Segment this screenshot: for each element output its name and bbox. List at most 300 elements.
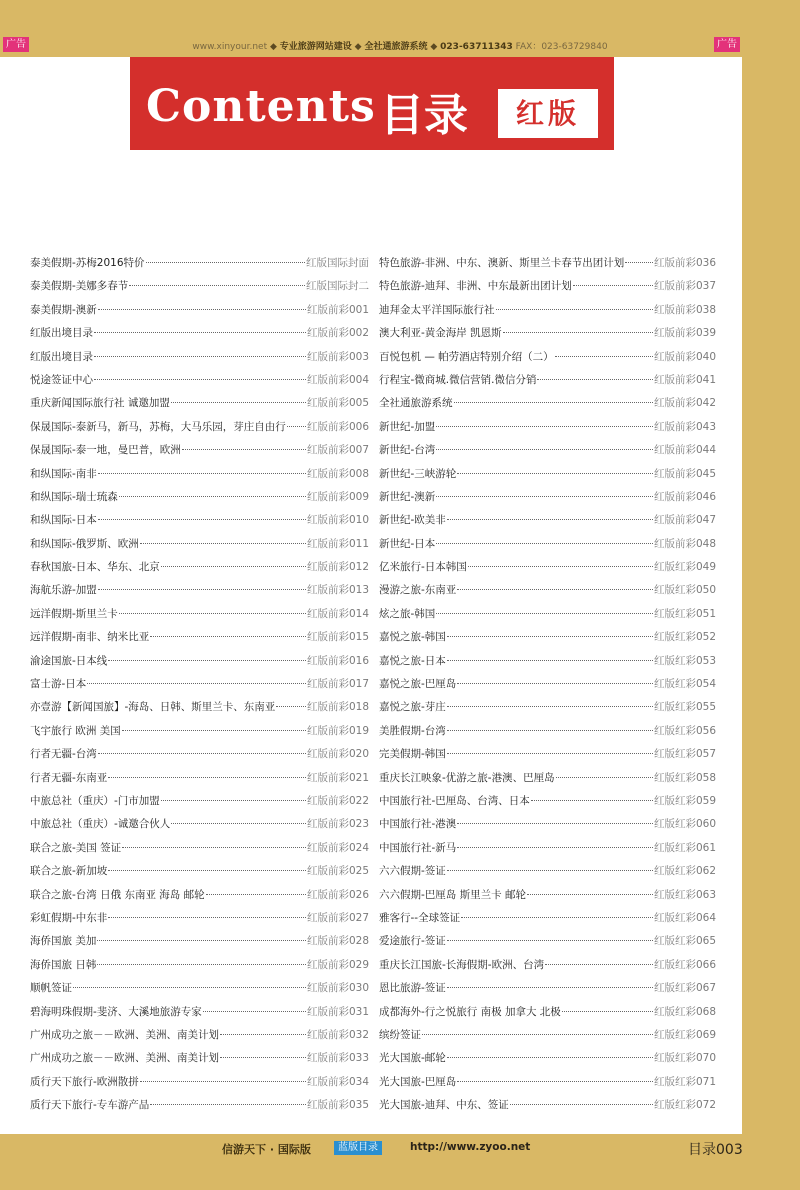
toc-entry-title: 新世纪-日本 xyxy=(379,537,436,550)
toc-entry-title: 缤纷签证 xyxy=(379,1028,421,1041)
toc-leader-dots xyxy=(457,473,653,474)
toc-entry-page: 红版前彩028 xyxy=(306,935,369,948)
toc-entry-page: 红版前彩045 xyxy=(653,467,716,480)
toc-entry[interactable] xyxy=(379,395,716,418)
toc-entry[interactable] xyxy=(379,1074,716,1097)
toc-entry-page: 红版前彩025 xyxy=(306,865,369,878)
toc-entry[interactable] xyxy=(30,676,369,699)
title-cn: 目录 xyxy=(380,90,468,141)
toc-entry-title: 悦途签证中心 xyxy=(30,373,93,386)
toc-entry-page: 红版红彩069 xyxy=(653,1028,716,1041)
toc-leader-dots xyxy=(119,496,306,497)
toc-leader-dots xyxy=(527,894,653,895)
toc-entry-title: 全社通旅游系统 xyxy=(379,397,453,410)
toc-entry[interactable] xyxy=(379,512,716,535)
toc-entry-page: 红版前彩008 xyxy=(306,467,369,480)
toc-entry[interactable] xyxy=(379,419,716,442)
toc-entry-title: 炫之旅-韩国 xyxy=(379,607,436,620)
toc-entry-page: 红版红彩063 xyxy=(653,888,716,901)
toc-entry-title: 远洋假期-斯里兰卡 xyxy=(30,607,118,620)
toc-entry[interactable] xyxy=(30,793,369,816)
toc-column-right xyxy=(379,255,716,1120)
toc-entry-page: 红版前彩001 xyxy=(306,303,369,316)
toc-entry[interactable] xyxy=(30,770,369,793)
toc-entry[interactable] xyxy=(30,840,369,863)
toc-entry-page: 红版前彩009 xyxy=(306,490,369,503)
toc-entry-title: 特色旅游-迪拜、非洲、中东最新出团计划 xyxy=(379,280,572,293)
toc-leader-dots xyxy=(94,379,306,380)
toc-leader-dots xyxy=(503,332,653,333)
toc-entry[interactable] xyxy=(30,746,369,769)
toc-entry-title: 嘉悦之旅-韩国 xyxy=(379,631,446,644)
toc-entry[interactable] xyxy=(379,723,716,746)
toc-entry-title: 红版出境目录 xyxy=(30,327,93,340)
toc-entry-title: 新世纪-三峡游轮 xyxy=(379,467,457,480)
toc-leader-dots xyxy=(496,309,653,310)
toc-entry-page: 红版前彩003 xyxy=(306,350,369,363)
toc-leader-dots xyxy=(220,1057,306,1058)
toc-entry[interactable] xyxy=(30,325,369,348)
toc-entry-title: 百悦包机 — 帕劳酒店特别介绍（二） xyxy=(379,350,554,363)
toc-entry[interactable] xyxy=(379,442,716,465)
toc-column-left xyxy=(30,255,369,1120)
toc-leader-dots xyxy=(447,870,653,871)
toc-leader-dots xyxy=(468,566,653,567)
toc-leader-dots xyxy=(97,940,306,941)
toc-leader-dots xyxy=(545,964,653,965)
toc-entry-page: 红版前彩024 xyxy=(306,841,369,854)
toc-entry[interactable] xyxy=(379,536,716,559)
toc-entry[interactable] xyxy=(379,910,716,933)
toc-entry-title: 光大国旅-迪拜、中东、签证 xyxy=(379,1099,509,1112)
toc-entry[interactable] xyxy=(30,1097,369,1120)
bullet-icon: ◆ xyxy=(430,42,438,52)
toc-leader-dots xyxy=(436,543,653,544)
toc-entry-title: 新世纪-台湾 xyxy=(379,444,436,457)
toc-leader-dots xyxy=(422,1034,653,1035)
toc-entry[interactable] xyxy=(30,395,369,418)
toc-entry[interactable] xyxy=(379,746,716,769)
toc-entry[interactable] xyxy=(379,629,716,652)
footer-url[interactable]: http://www.zyoo.net xyxy=(410,1141,531,1153)
toc-entry-title: 亿米旅行-日本韩国 xyxy=(379,561,467,574)
toc-entry-title: 和纵国际-日本 xyxy=(30,514,97,527)
toc-entry[interactable] xyxy=(30,559,369,582)
toc-leader-dots xyxy=(447,1057,653,1058)
toc-entry-page: 红版前彩014 xyxy=(306,607,369,620)
toc-entry[interactable] xyxy=(30,816,369,839)
toc-leader-dots xyxy=(510,1104,653,1105)
toc-entry[interactable] xyxy=(30,302,369,325)
toc-leader-dots xyxy=(447,660,653,661)
toc-entry[interactable] xyxy=(30,606,369,629)
toc-entry-title: 中国旅行社-新马 xyxy=(379,841,457,854)
toc-leader-dots xyxy=(555,356,653,357)
toc-entry-title: 六六假期-巴厘岛 斯里兰卡 邮轮 xyxy=(379,888,526,901)
toc-leader-dots xyxy=(447,706,653,707)
toc-leader-dots xyxy=(146,262,305,263)
toc-entry-title: 新世纪-欧美非 xyxy=(379,514,446,527)
bullet-icon: ◆ xyxy=(269,42,277,52)
toc-entry-title: 亦壹游【新闻国旅】-海岛、日韩、斯里兰卡、东南亚 xyxy=(30,701,276,714)
toc-entry-title: 红版出境目录 xyxy=(30,350,93,363)
toc-entry-title: 富士游-日本 xyxy=(30,678,87,691)
toc-entry-page: 红版红彩067 xyxy=(653,982,716,995)
page-number: 目录003 xyxy=(688,1142,743,1158)
toc-leader-dots xyxy=(94,332,306,333)
toc-entry[interactable] xyxy=(30,723,369,746)
toc-entry[interactable] xyxy=(30,910,369,933)
toc-entry[interactable] xyxy=(30,1027,369,1050)
toc-entry-title: 质行天下旅行-专车游产品 xyxy=(30,1099,150,1112)
toc-entry-title: 迪拜金太平洋国际旅行社 xyxy=(379,303,495,316)
toc-entry[interactable] xyxy=(379,489,716,512)
toc-entry[interactable] xyxy=(379,372,716,395)
toc-leader-dots xyxy=(98,589,306,590)
toc-leader-dots xyxy=(287,426,306,427)
toc-entry-page: 红版前彩036 xyxy=(653,257,716,269)
toc-leader-dots xyxy=(87,683,306,684)
toc-entry-title: 光大国旅-邮轮 xyxy=(379,1052,446,1065)
toc-leader-dots xyxy=(573,285,653,286)
toc-entry[interactable] xyxy=(30,1074,369,1097)
toc-entry-title: 泰美假期-澳新 xyxy=(30,303,97,316)
toc-entry-page: 红版红彩062 xyxy=(653,865,716,878)
toc-entry[interactable] xyxy=(30,466,369,489)
toc-leader-dots xyxy=(94,356,306,357)
toc-leader-dots xyxy=(122,730,306,731)
toc-entry[interactable] xyxy=(30,699,369,722)
toc-entry-title: 完美假期-韩国 xyxy=(379,748,446,761)
toc-entry[interactable] xyxy=(379,582,716,605)
toc-leader-dots xyxy=(457,847,653,848)
header-website[interactable]: www.xinyour.net xyxy=(192,42,268,52)
toc-entry-title: 联合之旅-台湾 日俄 东南亚 海岛 邮轮 xyxy=(30,888,205,901)
toc-entry-page: 红版前彩005 xyxy=(306,397,369,410)
toc-entry-title: 春秋国旅-日本、华东、北京 xyxy=(30,561,160,574)
toc-entry[interactable] xyxy=(379,793,716,816)
toc-entry-page: 红版前彩019 xyxy=(306,724,369,737)
toc-leader-dots xyxy=(119,613,306,614)
toc-entry[interactable] xyxy=(379,699,716,722)
toc-entry[interactable] xyxy=(30,582,369,605)
toc-entry-page: 红版前彩010 xyxy=(306,514,369,527)
toc-entry-title: 顺帆签证 xyxy=(30,982,72,995)
toc-entry[interactable] xyxy=(379,302,716,325)
footer-slogan: 信游天下 · 国际版 xyxy=(222,1143,311,1156)
toc-leader-dots xyxy=(625,262,653,263)
toc-leader-dots xyxy=(220,1034,306,1035)
toc-entry-title: 保晟国际-泰一地，曼巴普，欧洲 xyxy=(30,444,181,457)
toc-entry[interactable] xyxy=(379,957,716,980)
toc-entry[interactable] xyxy=(30,278,369,301)
toc-entry-title: 海侨国旅 日韩 xyxy=(30,958,97,971)
toc-entry-page: 红版红彩064 xyxy=(653,911,716,924)
toc-entry[interactable] xyxy=(379,255,716,278)
toc-leader-dots xyxy=(140,543,306,544)
toc-entry-title: 联合之旅-美国 签证 xyxy=(30,841,122,854)
toc-entry-page: 红版红彩072 xyxy=(653,1099,716,1112)
toc-entry-page: 红版前彩006 xyxy=(306,420,369,433)
toc-leader-dots xyxy=(562,1011,653,1012)
toc-entry[interactable] xyxy=(379,1097,716,1120)
toc-leader-dots xyxy=(447,636,653,637)
toc-entry[interactable] xyxy=(30,489,369,512)
toc-entry[interactable] xyxy=(379,770,716,793)
toc-entry[interactable] xyxy=(30,863,369,886)
toc-leader-dots xyxy=(454,402,653,403)
toc-leader-dots xyxy=(150,1104,306,1105)
toc-leader-dots xyxy=(171,402,306,403)
toc-entry-title: 澳大利亚-黄金海岸 凯恩斯 xyxy=(379,327,502,340)
toc-entry-page: 红版前彩022 xyxy=(306,794,369,807)
toc-entry[interactable] xyxy=(379,1050,716,1073)
toc-leader-dots xyxy=(122,847,306,848)
toc-entry[interactable] xyxy=(379,559,716,582)
toc-entry-page: 红版前彩039 xyxy=(653,327,716,340)
toc-entry-title: 嘉悦之旅-巴厘岛 xyxy=(379,678,457,691)
toc-entry[interactable] xyxy=(30,372,369,395)
toc-entry-title: 中国旅行社-巴厘岛、台湾、日本 xyxy=(379,794,530,807)
toc-entry-page: 红版前彩032 xyxy=(306,1028,369,1041)
toc-entry-title: 重庆长江映象-优游之旅-港澳、巴厘岛 xyxy=(379,771,555,784)
toc-entry[interactable] xyxy=(379,325,716,348)
toc-entry-page: 红版前彩002 xyxy=(306,327,369,340)
toc-entry-title: 爱途旅行-签证 xyxy=(379,935,446,948)
toc-entry[interactable] xyxy=(30,1050,369,1073)
toc-entry[interactable] xyxy=(379,863,716,886)
toc-entry-page: 红版红彩054 xyxy=(653,678,716,691)
toc-entry-title: 和纵国际-瑞士琉森 xyxy=(30,490,118,503)
toc-entry[interactable] xyxy=(30,629,369,652)
toc-entry-page: 红版国际封面 xyxy=(306,257,369,269)
toc-leader-dots xyxy=(447,753,653,754)
toc-leader-dots xyxy=(108,660,306,661)
toc-leader-dots xyxy=(436,613,653,614)
toc-entry-page: 红版前彩044 xyxy=(653,444,716,457)
toc-entry-title: 保晟国际-泰新马，新马，苏梅，大马乐园，芽庄自由行 xyxy=(30,420,286,433)
bullet-icon: ◆ xyxy=(354,42,362,52)
toc-entry[interactable] xyxy=(30,653,369,676)
toc-entry-page: 红版前彩027 xyxy=(306,911,369,924)
toc-entry-title: 联合之旅-新加坡 xyxy=(30,865,108,878)
toc-entry-title: 成都海外-行之悦旅行 南极 加拿大 北极 xyxy=(379,1005,561,1018)
toc-entry-page: 红版红彩052 xyxy=(653,631,716,644)
toc-entry[interactable] xyxy=(30,442,369,465)
toc-entry-title: 和纵国际-南非 xyxy=(30,467,97,480)
toc-leader-dots xyxy=(98,473,306,474)
toc-entry-page: 红版红彩068 xyxy=(653,1005,716,1018)
toc-entry-page: 红版前彩013 xyxy=(306,584,369,597)
toc-entry-page: 红版红彩055 xyxy=(653,701,716,714)
toc-entry-title: 雅客行--全球签证 xyxy=(379,911,461,924)
toc-entry[interactable] xyxy=(379,933,716,956)
toc-entry[interactable] xyxy=(379,840,716,863)
toc-leader-dots xyxy=(171,823,306,824)
toc-entry[interactable] xyxy=(379,653,716,676)
toc-entry[interactable] xyxy=(379,1027,716,1050)
toc-entry-title: 新世纪-加盟 xyxy=(379,420,436,433)
toc-entry-title: 新世纪-澳新 xyxy=(379,490,436,503)
toc-entry-title: 重庆新闻国际旅行社 诚邀加盟 xyxy=(30,397,170,410)
toc-entry-page: 红版前彩037 xyxy=(653,280,716,293)
toc-entry-page: 红版红彩070 xyxy=(653,1052,716,1065)
toc-entry-title: 行程宝-微商城.微信营销.微信分销 xyxy=(379,373,537,386)
toc-entry-page: 红版红彩060 xyxy=(653,818,716,831)
toc-entry-title: 远洋假期-南非、纳米比亚 xyxy=(30,631,150,644)
toc-entry-page: 红版红彩051 xyxy=(653,607,716,620)
right-band xyxy=(742,0,800,1190)
toc-entry-page: 红版前彩026 xyxy=(306,888,369,901)
toc-leader-dots xyxy=(108,777,306,778)
toc-entry-page: 红版前彩038 xyxy=(653,303,716,316)
toc-entry[interactable] xyxy=(30,512,369,535)
toc-leader-dots xyxy=(436,426,653,427)
toc-entry-page: 红版前彩041 xyxy=(653,373,716,386)
toc-leader-dots xyxy=(98,309,306,310)
toc-leader-dots xyxy=(108,870,306,871)
toc-leader-dots xyxy=(461,917,653,918)
toc-entry-page: 红版前彩016 xyxy=(306,654,369,667)
ad-tag-left: 广告 xyxy=(3,37,29,52)
toc-entry[interactable] xyxy=(30,536,369,559)
title-en: Contents xyxy=(146,81,376,132)
toc-entry[interactable] xyxy=(379,1004,716,1027)
toc-entry-title: 嘉悦之旅-芽庄 xyxy=(379,701,446,714)
toc-entry-page: 红版前彩031 xyxy=(306,1005,369,1018)
title-banner xyxy=(130,57,614,150)
footer-badge: 蓝版目录 xyxy=(334,1141,382,1155)
toc-entry[interactable] xyxy=(30,957,369,980)
toc-entry-page: 红版前彩021 xyxy=(306,771,369,784)
toc-entry-page: 红版前彩004 xyxy=(306,373,369,386)
toc-leader-dots xyxy=(161,566,306,567)
toc-entry-title: 广州成功之旅－－欧洲、美洲、南美计划 xyxy=(30,1028,219,1041)
edition-badge: 红版 xyxy=(498,89,598,138)
toc-entry-title: 中旅总社（重庆）-门市加盟 xyxy=(30,794,160,807)
toc-entry-title: 特色旅游-非洲、中东、澳新、斯里兰卡春节出团计划 xyxy=(379,257,625,269)
toc-entry-page: 红版前彩023 xyxy=(306,818,369,831)
toc-entry-title: 质行天下旅行-欧洲散拼 xyxy=(30,1075,139,1088)
toc-entry-page: 红版前彩011 xyxy=(306,537,369,550)
toc-entry-page: 红版前彩035 xyxy=(306,1099,369,1112)
toc-entry-title: 行者无疆-台湾 xyxy=(30,748,97,761)
toc-entry-page: 红版前彩033 xyxy=(306,1052,369,1065)
toc-entry-page: 红版红彩058 xyxy=(653,771,716,784)
toc-entry[interactable] xyxy=(379,278,716,301)
toc-entry[interactable] xyxy=(30,887,369,910)
header-service-web: 专业旅游网站建设 xyxy=(279,42,352,52)
toc-leader-dots xyxy=(182,449,306,450)
toc-entry[interactable] xyxy=(30,980,369,1003)
toc-entry[interactable] xyxy=(379,676,716,699)
toc-entry-page: 红版前彩034 xyxy=(306,1075,369,1088)
toc-entry-title: 美胜假期-台湾 xyxy=(379,724,446,737)
toc-entry-title: 恩比旅游-签证 xyxy=(379,982,446,995)
toc-entry-title: 中旅总社（重庆）-诚邀合伙人 xyxy=(30,818,171,831)
header-phone: 023-63711343 xyxy=(440,42,513,52)
toc-entry-title: 彩虹假期-中东非 xyxy=(30,911,108,924)
toc-leader-dots xyxy=(203,1011,306,1012)
header-fax: FAX：023-63729840 xyxy=(515,42,608,52)
toc-entry-page: 红版前彩042 xyxy=(653,397,716,410)
toc-entry-page: 红版前彩048 xyxy=(653,537,716,550)
toc-entry[interactable] xyxy=(30,349,369,372)
toc-leader-dots xyxy=(150,636,306,637)
toc-leader-dots xyxy=(537,379,652,380)
toc-leader-dots xyxy=(206,894,306,895)
toc-entry-title: 六六假期-签证 xyxy=(379,865,446,878)
toc-entry[interactable] xyxy=(379,887,716,910)
toc-entry-page: 红版前彩043 xyxy=(653,420,716,433)
toc-leader-dots xyxy=(97,964,306,965)
toc-entry-page: 红版前彩040 xyxy=(653,350,716,363)
toc-leader-dots xyxy=(140,1081,306,1082)
header-service-system: 全社通旅游系统 xyxy=(364,42,428,52)
toc-entry[interactable] xyxy=(379,816,716,839)
toc-entry-title: 海航乐游-加盟 xyxy=(30,584,97,597)
toc-leader-dots xyxy=(457,589,653,590)
toc-entry-page: 红版前彩012 xyxy=(306,561,369,574)
toc-entry-page: 红版前彩046 xyxy=(653,490,716,503)
header-info xyxy=(120,39,680,52)
toc-leader-dots xyxy=(447,519,653,520)
toc-leader-dots xyxy=(73,987,306,988)
toc-leader-dots xyxy=(447,987,653,988)
footer xyxy=(0,1141,800,1161)
toc-entry-page: 红版前彩017 xyxy=(306,678,369,691)
toc-entry-page: 红版红彩050 xyxy=(653,584,716,597)
toc-entry[interactable] xyxy=(30,255,369,278)
toc-leader-dots xyxy=(108,917,306,918)
toc-leader-dots xyxy=(161,800,306,801)
toc-entry[interactable] xyxy=(30,1004,369,1027)
toc-entry[interactable] xyxy=(379,980,716,1003)
toc-entry-title: 飞宇旅行 欧洲 美国 xyxy=(30,724,121,737)
toc-entry-title: 碧海明珠假期-斐济、大溪地旅游专家 xyxy=(30,1005,202,1018)
toc-entry-page: 红版红彩061 xyxy=(653,841,716,854)
toc-entry[interactable] xyxy=(379,349,716,372)
toc-entry-page: 红版红彩057 xyxy=(653,748,716,761)
toc-entry-page: 红版前彩030 xyxy=(306,982,369,995)
toc-leader-dots xyxy=(457,823,653,824)
toc-entry-page: 红版红彩049 xyxy=(653,561,716,574)
toc-leader-dots xyxy=(556,777,653,778)
toc-entry-page: 红版红彩065 xyxy=(653,935,716,948)
toc-entry-page: 红版国际封二 xyxy=(306,280,369,293)
toc-entry-page: 红版前彩020 xyxy=(306,748,369,761)
toc-leader-dots xyxy=(457,1081,653,1082)
toc-leader-dots xyxy=(447,730,653,731)
toc-entry-page: 红版前彩015 xyxy=(306,631,369,644)
toc-entry[interactable] xyxy=(379,466,716,489)
toc-entry-title: 渝途国旅-日本线 xyxy=(30,654,108,667)
toc-entry-title: 光大国旅-巴厘岛 xyxy=(379,1075,457,1088)
toc-entry-title: 广州成功之旅－－欧洲、美洲、南美计划 xyxy=(30,1052,219,1065)
toc-entry-page: 红版前彩007 xyxy=(306,444,369,457)
toc-entry[interactable] xyxy=(30,419,369,442)
toc-entry-page: 红版红彩066 xyxy=(653,958,716,971)
toc-entry[interactable] xyxy=(30,933,369,956)
toc-entry-title: 海侨国旅 美加 xyxy=(30,935,97,948)
toc-entry-page: 红版前彩047 xyxy=(653,514,716,527)
toc-leader-dots xyxy=(98,519,306,520)
toc-leader-dots xyxy=(436,449,653,450)
toc-entry[interactable] xyxy=(379,606,716,629)
toc-entry-page: 红版红彩071 xyxy=(653,1075,716,1088)
toc-entry-title: 重庆长江国旅-长海假期-欧洲、台湾 xyxy=(379,958,545,971)
toc-entry-title: 泰美假期-苏梅2016特价 xyxy=(30,257,145,269)
